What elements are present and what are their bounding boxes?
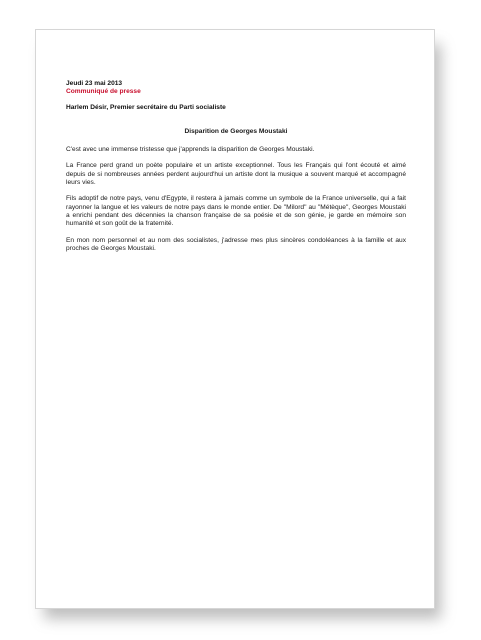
document-author: Harlem Désir, Premier secrétaire du Parti socialiste bbox=[66, 103, 226, 111]
document-type-label: Communiqué de presse bbox=[66, 88, 141, 96]
document-title: Disparition de Georges Moustaki bbox=[184, 127, 288, 135]
body-paragraph: C'est avec une immense tristesse que j'apprends la disparition de Georges Moustaki. bbox=[66, 146, 315, 154]
body-paragraph: Fils adoptif de notre pays, venu d'Egypte, il restera à jamais comme un symbole de la France universelle, qui a fait rayonner la langue et les valeurs de notre pays dans le monde entier. De "Milord" au "Métèque", Georges Moustaki a enrichi pendant des décennies la chanson française de sa poésie et de son génie, je garde en mémoire son humanité et son goût de la fraternité. bbox=[66, 195, 406, 228]
document-date: Jeudi 23 mai 2013 bbox=[66, 80, 123, 87]
body-paragraph: La France perd grand un poète populaire et un artiste exceptionnel. Tous les Français qui l'ont écouté et aimé depuis de si nombreuses années perdent aujourd'hui un artiste dont la musique a souvent marqué et accompagné leurs vies. bbox=[66, 162, 406, 187]
body-paragraph: En mon nom personnel et au nom des socialistes, j'adresse mes plus sincères condoléances à la famille et aux proches de Georges Moustaki. bbox=[66, 236, 406, 252]
document-page bbox=[35, 29, 435, 609]
document-content bbox=[66, 80, 406, 261]
